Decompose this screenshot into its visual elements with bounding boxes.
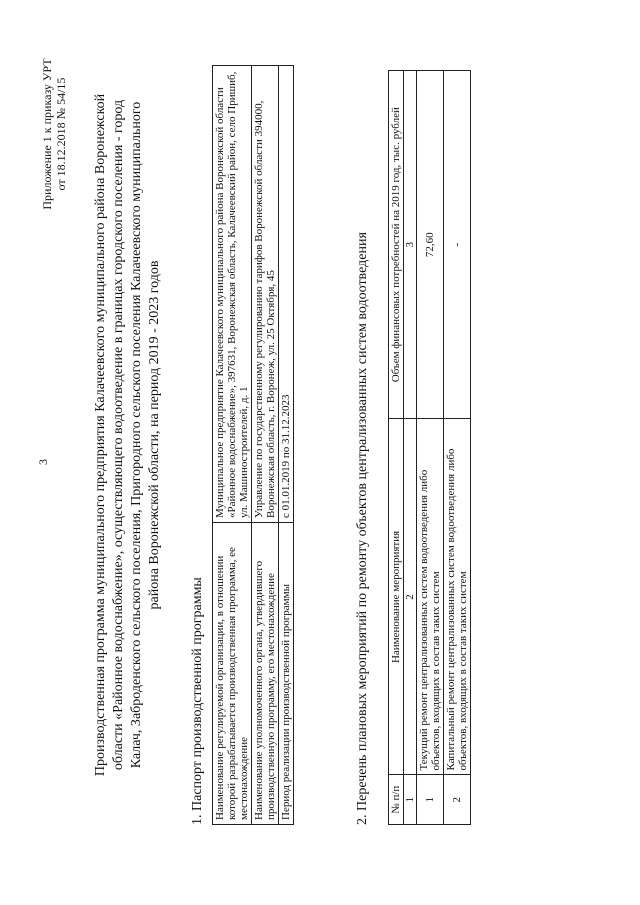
row-activity: Текущий ремонт централизованных систем водоотведения либо объектов, входящих в состав таких систем bbox=[417, 419, 444, 775]
table-header-row bbox=[389, 71, 404, 825]
appendix-note bbox=[40, 34, 68, 234]
row-amount: - bbox=[444, 71, 471, 419]
row-activity: Капитальный ремонт централизованных систем водоотведения либо объектов, входящих в состав таких систем bbox=[444, 419, 471, 775]
passport-key: Наименование регулируемой организации, в отношении которой разрабатывается производственная программа, ее местонахождение bbox=[213, 523, 252, 825]
table-row bbox=[417, 71, 444, 825]
column-number-row bbox=[404, 71, 417, 825]
row-amount: 72,60 bbox=[417, 71, 444, 419]
row-number: 1 bbox=[417, 775, 444, 825]
col-number: 2 bbox=[404, 419, 417, 775]
header-amount: Объем финансовых потребностей на 2019 год, тыс. рублей bbox=[389, 71, 404, 419]
appendix-line-1: Приложение 1 к приказу УРТ bbox=[40, 58, 54, 210]
header-activity: Наименование мероприятия bbox=[389, 419, 404, 775]
passport-table bbox=[212, 65, 294, 825]
header-number: № п/п bbox=[389, 775, 404, 825]
table-row bbox=[213, 66, 252, 825]
section-2-heading: 2. Перечень плановых мероприятий по ремонту объектов централизованных систем водоотведения bbox=[355, 232, 370, 825]
appendix-line-2: от 18.12.2018 № 54/15 bbox=[54, 77, 68, 191]
passport-key: Период реализации производственной программы bbox=[279, 523, 294, 825]
row-number: 2 bbox=[444, 775, 471, 825]
passport-key: Наименование уполномоченного органа, утвердившего производственную программу, его местонахождение bbox=[252, 523, 279, 825]
table-row bbox=[279, 66, 294, 825]
section-1-heading: 1. Паспорт производственной программы bbox=[190, 577, 205, 825]
table-row bbox=[444, 71, 471, 825]
passport-value: Муниципальное предприятие Калачеевского муниципального района Воронежской области «Районное водоснабжение», 397631, Воронежская область, Калачеевский район, село Пришиб, ул. Машиностроителей, д. 1 bbox=[213, 66, 252, 523]
document-title: Производственная программа муниципального предприятия Калачеевского муниципального района Воронежской области «Районное водоснабжение», осуществляющего водоотведение в границах городского поселения - город Калач, Заброденского сельского поселения, Пригородного сельского поселения Калачеевского муниципального района Воронежской области, на период 2019 - 2023 годов bbox=[93, 93, 162, 777]
passport-value: с 01.01.2019 по 31.12.2023 bbox=[279, 66, 294, 523]
passport-value: Управление по государственному регулированию тарифов Воронежской области 394000, Воронежская область, г. Воронеж, ул. 25 Октября, 45 bbox=[252, 66, 279, 523]
col-number: 1 bbox=[404, 775, 417, 825]
repair-plan-table bbox=[388, 70, 471, 825]
page-number: 3 bbox=[36, 459, 50, 465]
col-number: 3 bbox=[404, 71, 417, 419]
table-row bbox=[252, 66, 279, 825]
